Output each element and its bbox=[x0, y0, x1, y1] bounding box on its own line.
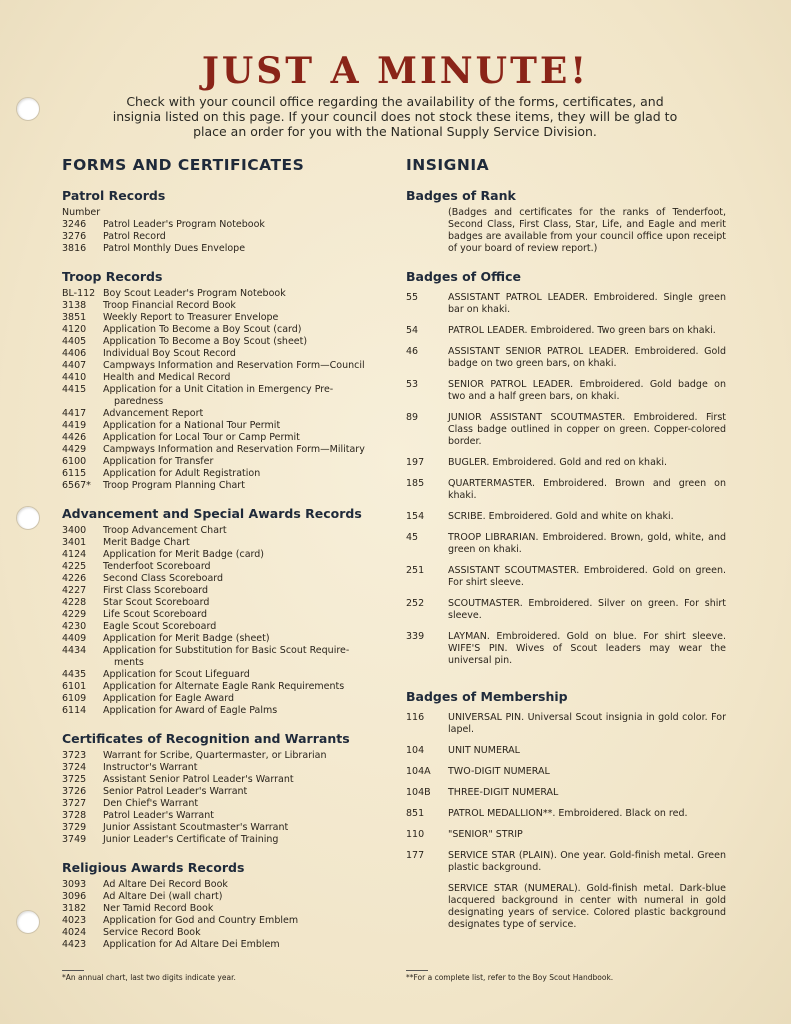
form-number: 3093 bbox=[62, 879, 87, 890]
section-heading: Troop Records bbox=[62, 269, 163, 284]
form-title: Life Scout Scoreboard bbox=[103, 609, 208, 620]
badge-description: ASSISTANT PATROL LEADER. Embroidered. Single green bar on khaki. bbox=[448, 292, 726, 315]
badge-item bbox=[406, 346, 726, 370]
list-item bbox=[62, 537, 382, 549]
badge-description: SENIOR PATROL LEADER. Embroidered. Gold badge on two and a half green bars, on khaki. bbox=[448, 379, 726, 402]
list-item bbox=[62, 231, 382, 243]
form-title: Application for God and Country Emblem bbox=[103, 915, 299, 926]
form-number: 3096 bbox=[62, 891, 87, 902]
form-number: 4405 bbox=[62, 336, 87, 347]
badge-description: PATROL MEDALLION**. Embroidered. Black on red. bbox=[448, 808, 688, 819]
troop-records-section bbox=[62, 269, 382, 492]
form-number: 3246 bbox=[62, 219, 87, 230]
badge-description: LAYMAN. Embroidered. Gold on blue. For shirt sleeve. WIFE'S PIN. Wives of Scout leaders may wear the universal pin. bbox=[448, 631, 726, 666]
form-title: Campways Information and Reservation Form—Council bbox=[103, 360, 365, 371]
badge-item bbox=[406, 766, 726, 778]
form-number: 3725 bbox=[62, 774, 87, 785]
form-title: Campways Information and Reservation Form—Military bbox=[103, 444, 365, 455]
section-heading: Badges of Membership bbox=[406, 689, 568, 704]
form-number: 3182 bbox=[62, 903, 87, 914]
badge-number: 177 bbox=[406, 850, 425, 861]
list-item bbox=[62, 444, 382, 456]
list-item bbox=[62, 585, 382, 597]
form-title: Tenderfoot Scoreboard bbox=[103, 561, 211, 572]
badge-item bbox=[406, 808, 726, 820]
list-item bbox=[62, 408, 382, 420]
form-title: Senior Patrol Leader's Warrant bbox=[103, 786, 248, 797]
badge-number: 110 bbox=[406, 829, 425, 840]
binder-hole bbox=[16, 97, 40, 121]
forms-column bbox=[62, 156, 382, 965]
badge-number: 251 bbox=[406, 565, 425, 576]
list-item bbox=[62, 300, 382, 312]
list-item bbox=[62, 621, 382, 633]
section-heading: Patrol Records bbox=[62, 188, 166, 203]
badge-description: TWO-DIGIT NUMERAL bbox=[448, 766, 550, 777]
list-item bbox=[62, 219, 382, 231]
form-title: Application for a National Tour Permit bbox=[103, 420, 281, 431]
form-number: 4415 bbox=[62, 384, 87, 395]
list-item bbox=[62, 822, 382, 834]
form-title: Warrant for Scribe, Quartermaster, or Librarian bbox=[103, 750, 327, 761]
badge-item bbox=[406, 598, 726, 622]
badge-number: 89 bbox=[406, 412, 419, 423]
badge-description: ASSISTANT SCOUTMASTER. Embroidered. Gold on green. For shirt sleeve. bbox=[448, 565, 726, 588]
list-item bbox=[62, 645, 382, 669]
binder-hole bbox=[16, 506, 40, 530]
form-number: 4423 bbox=[62, 939, 87, 950]
list-item bbox=[62, 903, 382, 915]
list-item bbox=[62, 336, 382, 348]
form-title: Application for Local Tour or Camp Permit bbox=[103, 432, 300, 443]
form-title: Application for Eagle Award bbox=[103, 693, 235, 704]
item-list bbox=[62, 219, 382, 255]
form-number: 4435 bbox=[62, 669, 87, 680]
form-title: First Class Scoreboard bbox=[103, 585, 209, 596]
form-number: 6114 bbox=[62, 705, 87, 716]
badge-item bbox=[406, 745, 726, 757]
form-number: 4426 bbox=[62, 432, 87, 443]
form-title: Application To Become a Boy Scout (card) bbox=[103, 324, 302, 335]
section-heading: Advancement and Special Awards Records bbox=[62, 506, 362, 521]
form-title: Junior Assistant Scoutmaster's Warrant bbox=[103, 822, 289, 833]
list-item bbox=[62, 456, 382, 468]
badge-list bbox=[406, 712, 726, 931]
form-number: 4429 bbox=[62, 444, 87, 455]
form-title: Star Scout Scoreboard bbox=[103, 597, 210, 608]
badge-description: PATROL LEADER. Embroidered. Two green bars on khaki. bbox=[448, 325, 716, 336]
form-number: 6109 bbox=[62, 693, 87, 704]
form-number: 3851 bbox=[62, 312, 87, 323]
form-number: 4230 bbox=[62, 621, 87, 632]
page-title: JUST A MINUTE! bbox=[201, 50, 590, 92]
form-title-continued: ments bbox=[114, 657, 144, 668]
list-item bbox=[62, 705, 382, 717]
form-number: 4406 bbox=[62, 348, 87, 359]
list-item bbox=[62, 597, 382, 609]
badge-number: 104 bbox=[406, 745, 425, 756]
form-number: 3727 bbox=[62, 798, 87, 809]
form-title: Application for Substitution for Basic Scout Require- ments bbox=[103, 645, 382, 669]
form-number: 4409 bbox=[62, 633, 87, 644]
badge-item bbox=[406, 325, 726, 337]
section-heading: Badges of Rank bbox=[406, 188, 516, 203]
form-number: 4410 bbox=[62, 372, 87, 383]
section-heading: Certificates of Recognition and Warrants bbox=[62, 731, 350, 746]
form-number: 6100 bbox=[62, 456, 87, 467]
form-number: 6567* bbox=[62, 480, 91, 491]
badge-item bbox=[406, 511, 726, 523]
form-title: Assistant Senior Patrol Leader's Warrant bbox=[103, 774, 294, 785]
form-title: Application for Merit Badge (card) bbox=[103, 549, 265, 560]
form-number: 3276 bbox=[62, 231, 87, 242]
form-number: 6115 bbox=[62, 468, 87, 479]
form-title: Patrol Record bbox=[103, 231, 166, 242]
rank-note: (Badges and certificates for the ranks of Tenderfoot, Second Class, First Class, Star, Life, and Eagle and merit badges are available from your council office upon receipt of your board of review report.) bbox=[448, 207, 726, 254]
advancement-records-section bbox=[62, 506, 382, 717]
badge-item bbox=[406, 883, 726, 931]
form-number: 3728 bbox=[62, 810, 87, 821]
list-item bbox=[62, 420, 382, 432]
certificates-section bbox=[62, 731, 382, 846]
form-title: Ner Tamid Record Book bbox=[103, 903, 214, 914]
badge-number: 851 bbox=[406, 808, 425, 819]
badge-description: UNIT NUMERAL bbox=[448, 745, 520, 756]
list-item bbox=[62, 786, 382, 798]
list-item bbox=[62, 360, 382, 372]
list-item bbox=[62, 573, 382, 585]
form-number: 4417 bbox=[62, 408, 87, 419]
badges-of-office-section bbox=[406, 269, 726, 667]
list-item bbox=[62, 939, 382, 951]
list-item bbox=[62, 633, 382, 645]
item-list bbox=[62, 879, 382, 951]
form-number: 4124 bbox=[62, 549, 87, 560]
forms-heading: FORMS AND CERTIFICATES bbox=[62, 156, 305, 174]
badge-description: SCRIBE. Embroidered. Gold and white on khaki. bbox=[448, 511, 674, 522]
badge-item bbox=[406, 457, 726, 469]
badge-description: UNIVERSAL PIN. Universal Scout insignia in gold color. For lapel. bbox=[448, 712, 726, 735]
list-item bbox=[62, 348, 382, 360]
form-title: Advancement Report bbox=[103, 408, 204, 419]
form-title: Application To Become a Boy Scout (sheet) bbox=[103, 336, 308, 347]
badge-description: SERVICE STAR (NUMERAL). Gold-finish metal. Dark-blue lacquered background in center with numeral in gold designating years of service. Colored plastic background designates type of service. bbox=[448, 883, 726, 930]
badge-number: 104A bbox=[406, 766, 431, 777]
form-number: 4434 bbox=[62, 645, 87, 656]
list-item bbox=[62, 669, 382, 681]
insignia-column bbox=[406, 156, 726, 945]
list-item bbox=[62, 525, 382, 537]
form-title: Instructor's Warrant bbox=[103, 762, 198, 773]
form-title: Troop Advancement Chart bbox=[103, 525, 227, 536]
badge-item bbox=[406, 712, 726, 736]
form-title: Application for Transfer bbox=[103, 456, 214, 467]
badge-item bbox=[406, 787, 726, 799]
form-title: Application for Award of Eagle Palms bbox=[103, 705, 278, 716]
form-number: 3749 bbox=[62, 834, 87, 845]
left-footnote: *An annual chart, last two digits indicate year. bbox=[62, 970, 236, 983]
badge-description: TROOP LIBRARIAN. Embroidered. Brown, gold, white, and green on khaki. bbox=[448, 532, 726, 555]
form-number: 3726 bbox=[62, 786, 87, 797]
badge-number: 197 bbox=[406, 457, 425, 468]
badge-number: 46 bbox=[406, 346, 419, 357]
form-number: 3724 bbox=[62, 762, 87, 773]
form-title: Weekly Report to Treasurer Envelope bbox=[103, 312, 279, 323]
item-list bbox=[62, 525, 382, 717]
form-title: Troop Program Planning Chart bbox=[103, 480, 245, 491]
form-number: 3723 bbox=[62, 750, 87, 761]
badge-item bbox=[406, 478, 726, 502]
badge-description: SERVICE STAR (PLAIN). One year. Gold-finish metal. Green plastic background. bbox=[448, 850, 726, 873]
list-item bbox=[62, 915, 382, 927]
badge-number: 185 bbox=[406, 478, 425, 489]
section-heading: Badges of Office bbox=[406, 269, 521, 284]
patrol-records-section bbox=[62, 188, 382, 255]
badge-number: 104B bbox=[406, 787, 431, 798]
list-item bbox=[62, 750, 382, 762]
badge-item bbox=[406, 850, 726, 874]
badge-description: ASSISTANT SENIOR PATROL LEADER. Embroidered. Gold badge on two green bars, on khaki. bbox=[448, 346, 726, 369]
form-number: 4120 bbox=[62, 324, 87, 335]
list-item bbox=[62, 324, 382, 336]
list-item bbox=[62, 693, 382, 705]
list-item bbox=[62, 288, 382, 300]
list-item bbox=[62, 681, 382, 693]
form-title: Health and Medical Record bbox=[103, 372, 231, 383]
form-number: 4024 bbox=[62, 927, 87, 938]
form-number: 3138 bbox=[62, 300, 87, 311]
badge-number: 45 bbox=[406, 532, 419, 543]
badge-number: 252 bbox=[406, 598, 425, 609]
form-title-continued: paredness bbox=[114, 396, 164, 407]
item-list bbox=[62, 750, 382, 846]
form-title: Application for Adult Registration bbox=[103, 468, 261, 479]
section-heading: Religious Awards Records bbox=[62, 860, 245, 875]
list-item bbox=[62, 384, 382, 408]
form-title: Patrol Leader's Warrant bbox=[103, 810, 214, 821]
form-number: 3401 bbox=[62, 537, 87, 548]
list-item bbox=[62, 891, 382, 903]
form-title: Den Chief's Warrant bbox=[103, 798, 199, 809]
badges-of-rank-section bbox=[406, 188, 726, 255]
badge-number: 154 bbox=[406, 511, 425, 522]
list-item bbox=[62, 561, 382, 573]
religious-awards-section bbox=[62, 860, 382, 951]
form-title: Application for Scout Lifeguard bbox=[103, 669, 250, 680]
form-number: 4407 bbox=[62, 360, 87, 371]
badge-item bbox=[406, 565, 726, 589]
form-number: 4023 bbox=[62, 915, 87, 926]
badge-description: "SENIOR" STRIP bbox=[448, 829, 523, 840]
number-label: Number bbox=[62, 207, 101, 218]
list-item bbox=[62, 312, 382, 324]
form-title: Troop Financial Record Book bbox=[103, 300, 236, 311]
list-item bbox=[62, 879, 382, 891]
form-title: Eagle Scout Scoreboard bbox=[103, 621, 217, 632]
list-item bbox=[62, 774, 382, 786]
badge-list bbox=[406, 292, 726, 667]
badge-item bbox=[406, 412, 726, 448]
badge-description: QUARTERMASTER. Embroidered. Brown and green on khaki. bbox=[448, 478, 726, 501]
form-title: Individual Boy Scout Record bbox=[103, 348, 236, 359]
form-title: Application for Ad Altare Dei Emblem bbox=[103, 939, 280, 950]
form-number: 4228 bbox=[62, 597, 87, 608]
badge-item bbox=[406, 292, 726, 316]
intro-paragraph: Check with your council office regarding the availability of the forms, certificates, and insignia listed on this page. If your council does not stock these items, they will be glad to place an order for you with the National Supply Service Division. bbox=[112, 94, 678, 139]
badges-of-membership-section bbox=[406, 689, 726, 931]
form-title: Application for a Unit Citation in Emergency Pre- paredness bbox=[103, 384, 382, 408]
form-number: 4226 bbox=[62, 573, 87, 584]
list-item bbox=[62, 243, 382, 255]
form-number: 3816 bbox=[62, 243, 87, 254]
insignia-heading: INSIGNIA bbox=[406, 156, 490, 174]
badge-number bbox=[406, 883, 448, 931]
form-number: 3729 bbox=[62, 822, 87, 833]
list-item bbox=[62, 549, 382, 561]
list-item bbox=[62, 762, 382, 774]
list-item bbox=[62, 609, 382, 621]
badge-number: 55 bbox=[406, 292, 419, 303]
form-title: Ad Altare Dei Record Book bbox=[103, 879, 228, 890]
list-item bbox=[62, 798, 382, 810]
badge-item bbox=[406, 379, 726, 403]
form-number: 6101 bbox=[62, 681, 87, 692]
list-item bbox=[62, 372, 382, 384]
list-item bbox=[62, 432, 382, 444]
badge-description: THREE-DIGIT NUMERAL bbox=[448, 787, 559, 798]
right-footnote bbox=[406, 970, 613, 983]
badge-number: 339 bbox=[406, 631, 425, 642]
form-title: Service Record Book bbox=[103, 927, 201, 938]
form-number: 4227 bbox=[62, 585, 87, 596]
form-title: Boy Scout Leader's Program Notebook bbox=[103, 288, 286, 299]
form-number: 4225 bbox=[62, 561, 87, 572]
list-item bbox=[62, 480, 382, 492]
form-title: Merit Badge Chart bbox=[103, 537, 190, 548]
badge-description: JUNIOR ASSISTANT SCOUTMASTER. Embroidered. First Class badge outlined in copper on green. Copper-colored border. bbox=[448, 412, 726, 447]
form-number: 4419 bbox=[62, 420, 87, 431]
form-title: Junior Leader's Certificate of Training bbox=[103, 834, 279, 845]
item-list bbox=[62, 288, 382, 492]
badge-item bbox=[406, 532, 726, 556]
list-item bbox=[62, 834, 382, 846]
list-item bbox=[62, 927, 382, 939]
form-title: Application for Merit Badge (sheet) bbox=[103, 633, 270, 644]
footnote-text: **For a complete list, refer to the Boy Scout Handbook. bbox=[406, 973, 614, 982]
list-item bbox=[62, 468, 382, 480]
form-title: Second Class Scoreboard bbox=[103, 573, 224, 584]
form-title: Patrol Leader's Program Notebook bbox=[103, 219, 265, 230]
badge-description: SCOUTMASTER. Embroidered. Silver on green. For shirt sleeve. bbox=[448, 598, 726, 621]
badge-number: 54 bbox=[406, 325, 419, 336]
form-number: 3400 bbox=[62, 525, 87, 536]
binder-hole bbox=[16, 910, 40, 934]
list-item bbox=[62, 810, 382, 822]
badge-item bbox=[406, 829, 726, 841]
form-title: Application for Alternate Eagle Rank Requirements bbox=[103, 681, 345, 692]
badge-number: 53 bbox=[406, 379, 419, 390]
form-number: BL-112 bbox=[62, 288, 96, 299]
badge-number: 116 bbox=[406, 712, 425, 723]
form-title: Patrol Monthly Dues Envelope bbox=[103, 243, 246, 254]
form-number: 4229 bbox=[62, 609, 87, 620]
badge-item bbox=[406, 631, 726, 667]
badge-description: BUGLER. Embroidered. Gold and red on khaki. bbox=[448, 457, 668, 468]
form-title: Ad Altare Dei (wall chart) bbox=[103, 891, 223, 902]
